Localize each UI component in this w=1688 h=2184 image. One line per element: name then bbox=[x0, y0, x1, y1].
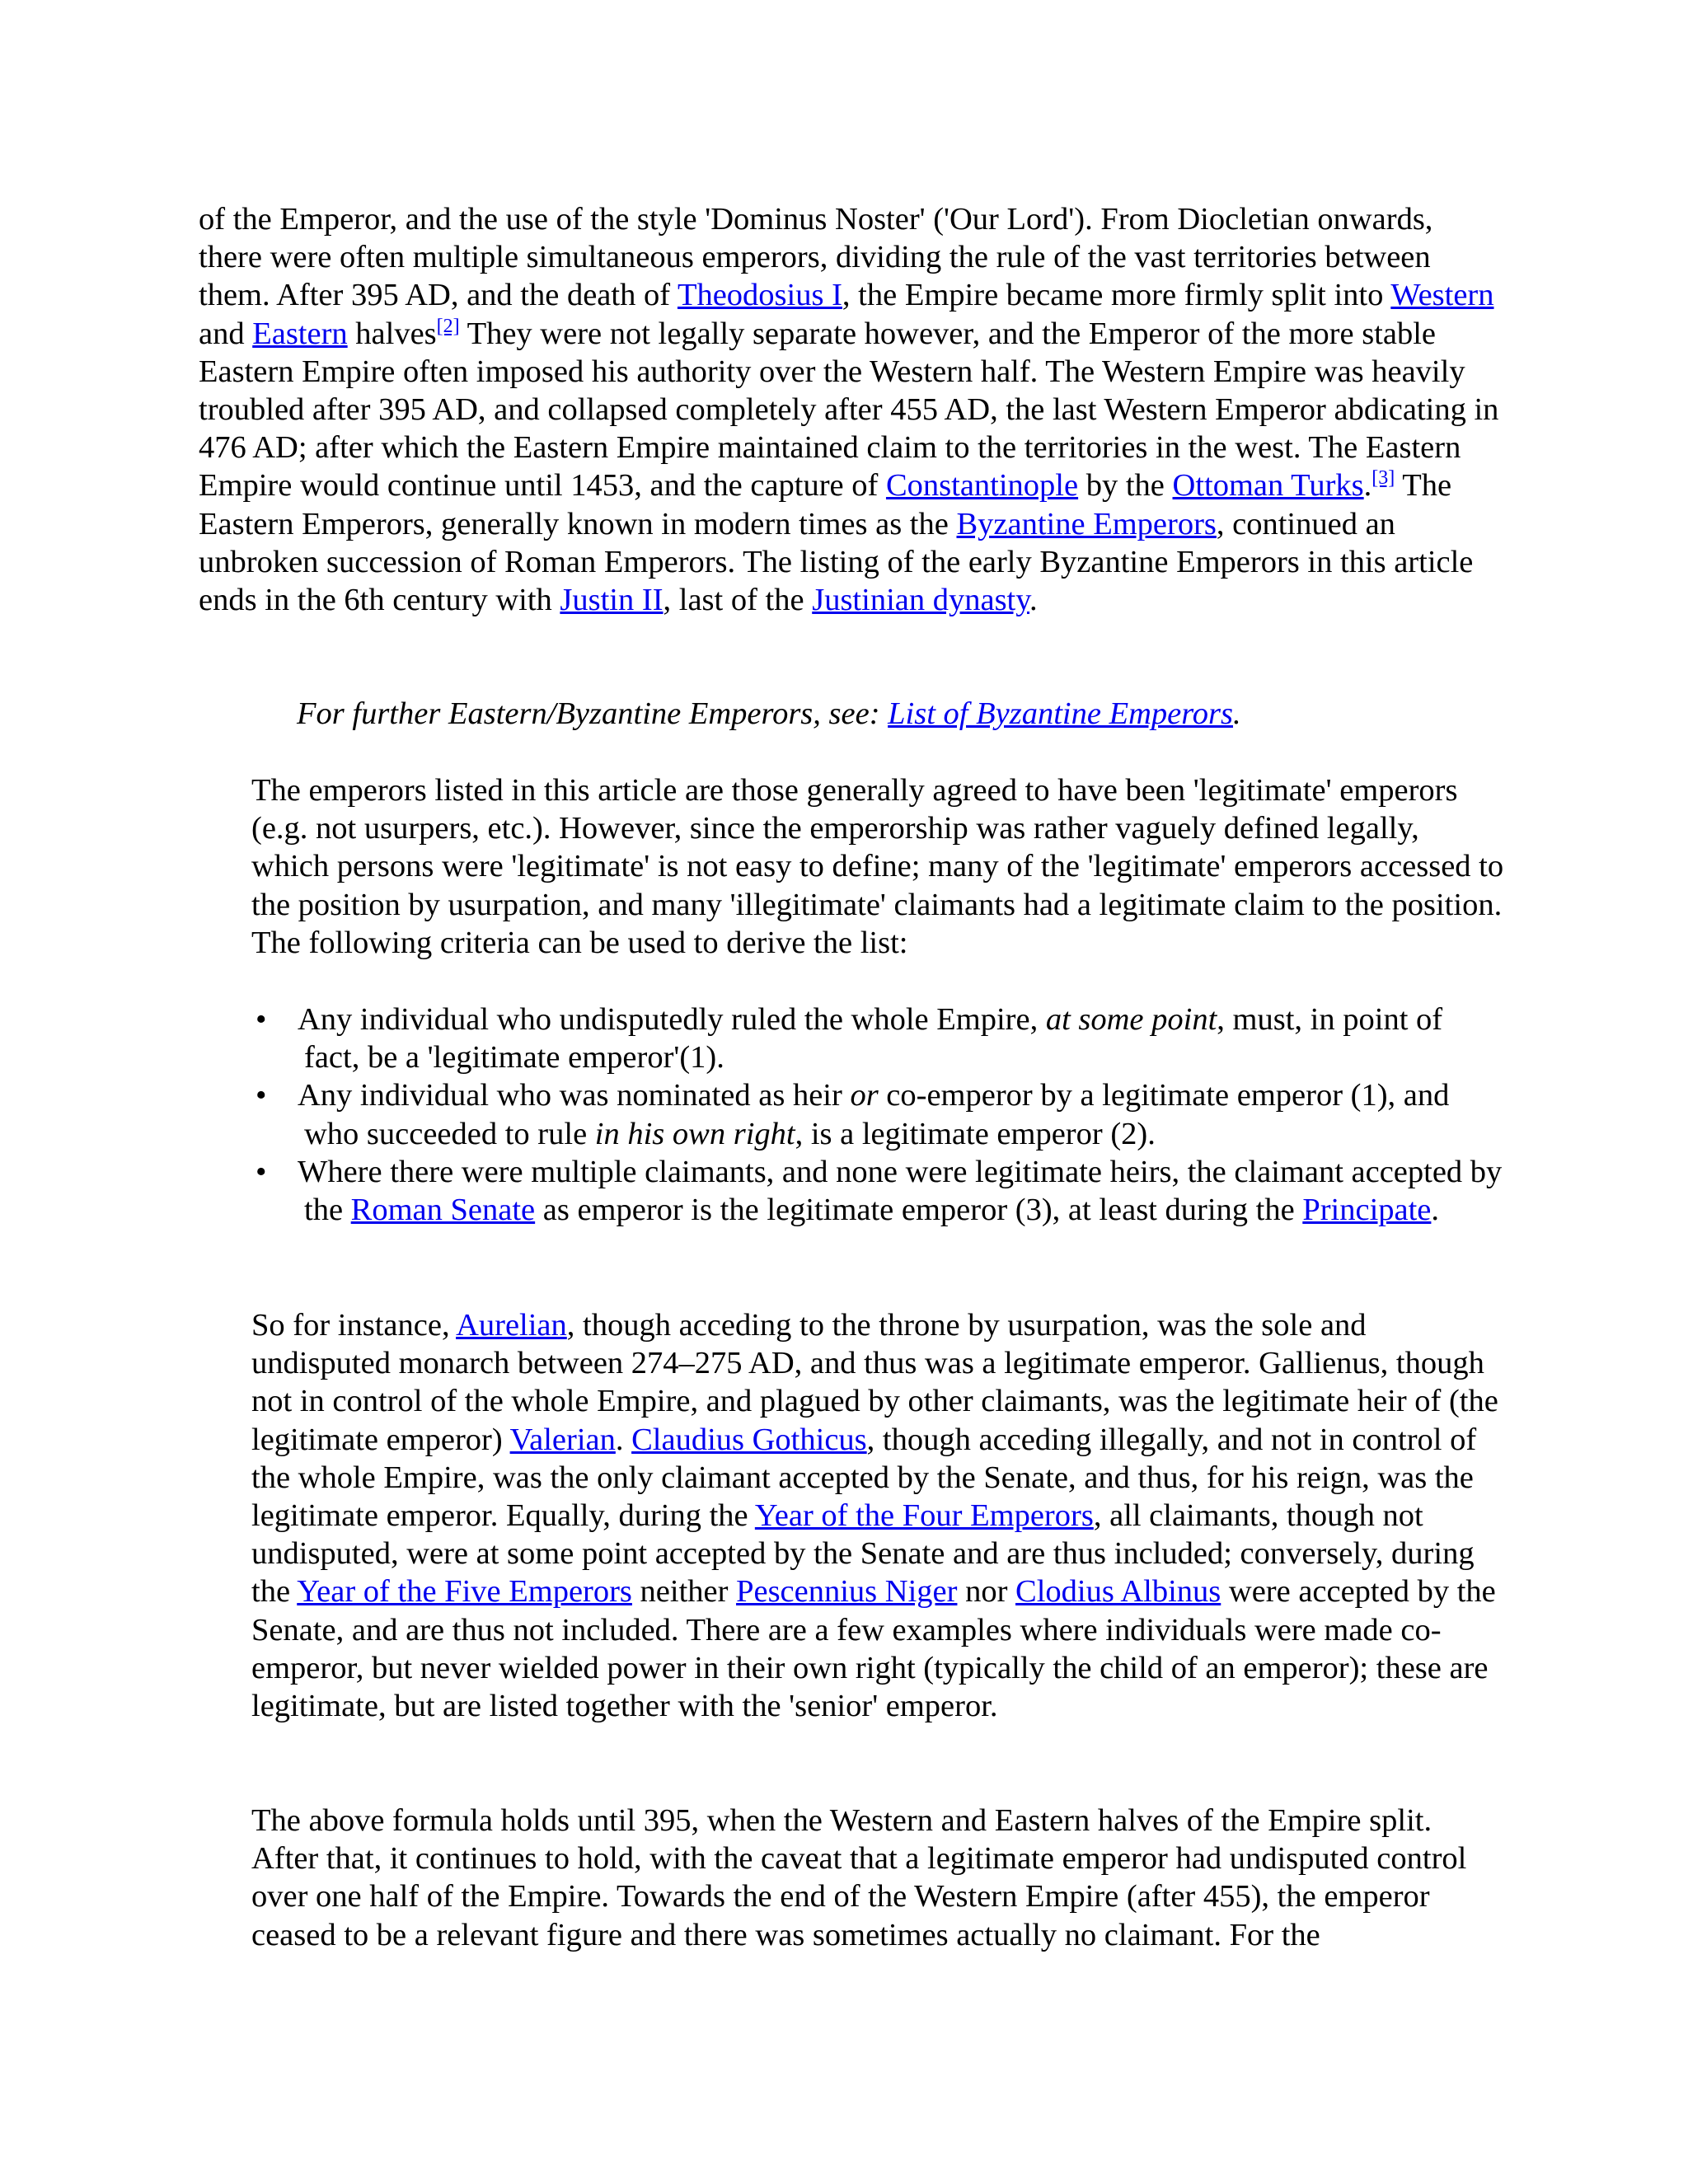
bullet-icon: • bbox=[256, 1078, 267, 1113]
text-span: , all claimants, though not undisputed, were at some point accepted by the Senate and are thus included; conversely, during the bbox=[251, 1498, 1475, 1610]
text-span: of the Emperor, and the use of the style 'Dominus Noster' ('Our Lord'). From Diocletian onwards, there were often multiple simultaneous emperors, dividing the rule of the vast territories between them. After 395 AD, and the death of bbox=[199, 202, 1433, 313]
text-span: They were not legally separate however, and the Emperor of the more stable Eastern Empire often imposed his authority over the Western half. The Western Empire was heavily troubled after 395 AD, and collapsed completely after 455 AD, the last Western Emperor abdicating in 476 AD; after which the Eastern Empire maintained claim to the territories in the west. The Eastern Empire would continue until 1453, and the capture of bbox=[199, 316, 1499, 504]
link-justinian-dynasty[interactable]: Justinian dynasty bbox=[812, 583, 1030, 618]
text-span: . bbox=[1431, 1193, 1440, 1228]
link-claudius-gothicus[interactable]: Claudius Gothicus bbox=[631, 1422, 867, 1457]
text-span: , the Empire became more firmly split into bbox=[842, 278, 1391, 313]
text-span: as emperor is the legitimate emperor (3), at least during the bbox=[535, 1193, 1303, 1228]
text-span: So for instance, bbox=[251, 1308, 457, 1343]
text-span: nor bbox=[957, 1574, 1016, 1610]
bullet-icon: • bbox=[256, 1154, 267, 1189]
link-eastern[interactable]: Eastern bbox=[252, 316, 348, 351]
emphasis: or bbox=[850, 1078, 879, 1113]
text-span: co-emperor by a legitimate emperor (1), and who succeeded to rule bbox=[304, 1078, 1450, 1151]
text-span: were accepted by the Senate, and are thus not included. There are a few examples where individuals were made co-emperor, but never wielded power in their own right (typically the child of an emperor); these are legitimate, but are listed together with the 'senior' emperor. bbox=[251, 1574, 1496, 1724]
emphasis: at some point bbox=[1045, 1002, 1217, 1037]
link-principate[interactable]: Principate bbox=[1302, 1193, 1432, 1228]
text-span: The Eastern Emperors, generally known in modern times as the bbox=[199, 468, 1452, 541]
text-span: and bbox=[199, 316, 253, 351]
link-constantinople[interactable]: Constantinople bbox=[885, 468, 1079, 504]
footnote-ref-2[interactable]: [2] bbox=[436, 315, 460, 337]
further-reading-note bbox=[297, 695, 1451, 733]
text-span: neither bbox=[631, 1574, 737, 1610]
text-span: , though acceding to the throne by usurpation, was the sole and undisputed monarch between 274–275 AD, and thus was a legitimate emperor. Gallienus, though not in control of the whole Empire, and plagued by other claimants, was the legitimate heir of (the legitimate emperor) bbox=[251, 1308, 1498, 1457]
link-clodius-albinus[interactable]: Clodius Albinus bbox=[1015, 1574, 1221, 1610]
list-item bbox=[251, 1001, 1504, 1076]
text-span: . bbox=[1363, 468, 1372, 504]
link-roman-senate[interactable]: Roman Senate bbox=[350, 1193, 536, 1228]
paragraph-legitimacy-intro: The emperors listed in this article are those generally agreed to have been 'legitimate' emperors (e.g. not usurpers, etc.). However, since the emperorship was rather vaguely defined legally, which persons were 'legitimate' is not easy to define; many of the 'legitimate' emperors accessed to the position by usurpation, and many 'illegitimate' claimants had a legitimate claim to the position. The following criteria can be used to derive the list: bbox=[251, 773, 1504, 960]
footnote-ref-3[interactable]: [3] bbox=[1372, 467, 1395, 490]
link-year-of-the-four-emperors[interactable]: Year of the Four Emperors bbox=[754, 1498, 1094, 1534]
text-span: , last of the bbox=[663, 583, 813, 618]
text-span: For further Eastern/Byzantine Emperors, see: bbox=[297, 696, 889, 731]
text-span: by the bbox=[1078, 468, 1173, 504]
paragraph-eastern-western-split bbox=[199, 200, 1501, 619]
text-span: . bbox=[615, 1422, 632, 1457]
link-pescennius-niger[interactable]: Pescennius Niger bbox=[736, 1574, 958, 1610]
text-span: Any individual who undisputedly ruled the whole Empire, bbox=[298, 1002, 1046, 1037]
emphasis: in his own right bbox=[594, 1116, 795, 1151]
link-ottoman-turks[interactable]: Ottoman Turks bbox=[1172, 468, 1364, 504]
link-aurelian[interactable]: Aurelian bbox=[456, 1308, 567, 1343]
text-span: Where there were multiple claimants, and none were legitimate heirs, the claimant accepted by the bbox=[298, 1154, 1503, 1228]
link-year-of-the-five-emperors[interactable]: Year of the Five Emperors bbox=[297, 1574, 632, 1610]
paragraph-after-395: The above formula holds until 395, when the Western and Eastern halves of the Empire split. After that, it continues to hold, with the caveat that a legitimate emperor had undisputed control over one half of the Empire. Towards the end of the Western Empire (after 455), the emperor ceased to be a relevant figure and there was sometimes actually no claimant. For the bbox=[251, 1803, 1467, 1952]
text-span: . bbox=[1029, 583, 1038, 618]
bullet-icon: • bbox=[256, 1002, 267, 1037]
text-span: halves bbox=[347, 316, 437, 351]
text-span: , continued an unbroken succession of Roman Emperors. The listing of the early Byzantine Emperors in this article ends in the 6th century with bbox=[199, 506, 1474, 618]
link-valerian[interactable]: Valerian bbox=[509, 1422, 616, 1457]
list-item bbox=[251, 1153, 1504, 1229]
list-item bbox=[251, 1076, 1504, 1152]
link-justin-ii[interactable]: Justin II bbox=[560, 583, 663, 618]
text-span: , is a legitimate emperor (2). bbox=[795, 1116, 1156, 1151]
paragraph-examples bbox=[251, 1306, 1504, 1725]
link-byzantine-emperors[interactable]: Byzantine Emperors bbox=[956, 506, 1217, 541]
link-theodosius-i[interactable]: Theodosius I bbox=[677, 278, 842, 313]
text-span: . bbox=[1233, 696, 1241, 731]
criteria-list bbox=[251, 1001, 1504, 1229]
text-span: , must, in point of fact, be a 'legitimate emperor'(1). bbox=[304, 1002, 1443, 1076]
text-span: , though acceding illegally, and not in control of the whole Empire, was the only claimant accepted by the Senate, and thus, for his reign, was the legitimate emperor. Equally, during the bbox=[251, 1422, 1477, 1534]
link-western[interactable]: Western bbox=[1390, 278, 1494, 313]
link-list-of-byzantine-emperors[interactable]: List of Byzantine Emperors bbox=[888, 696, 1233, 731]
text-span: Any individual who was nominated as heir bbox=[298, 1078, 851, 1113]
